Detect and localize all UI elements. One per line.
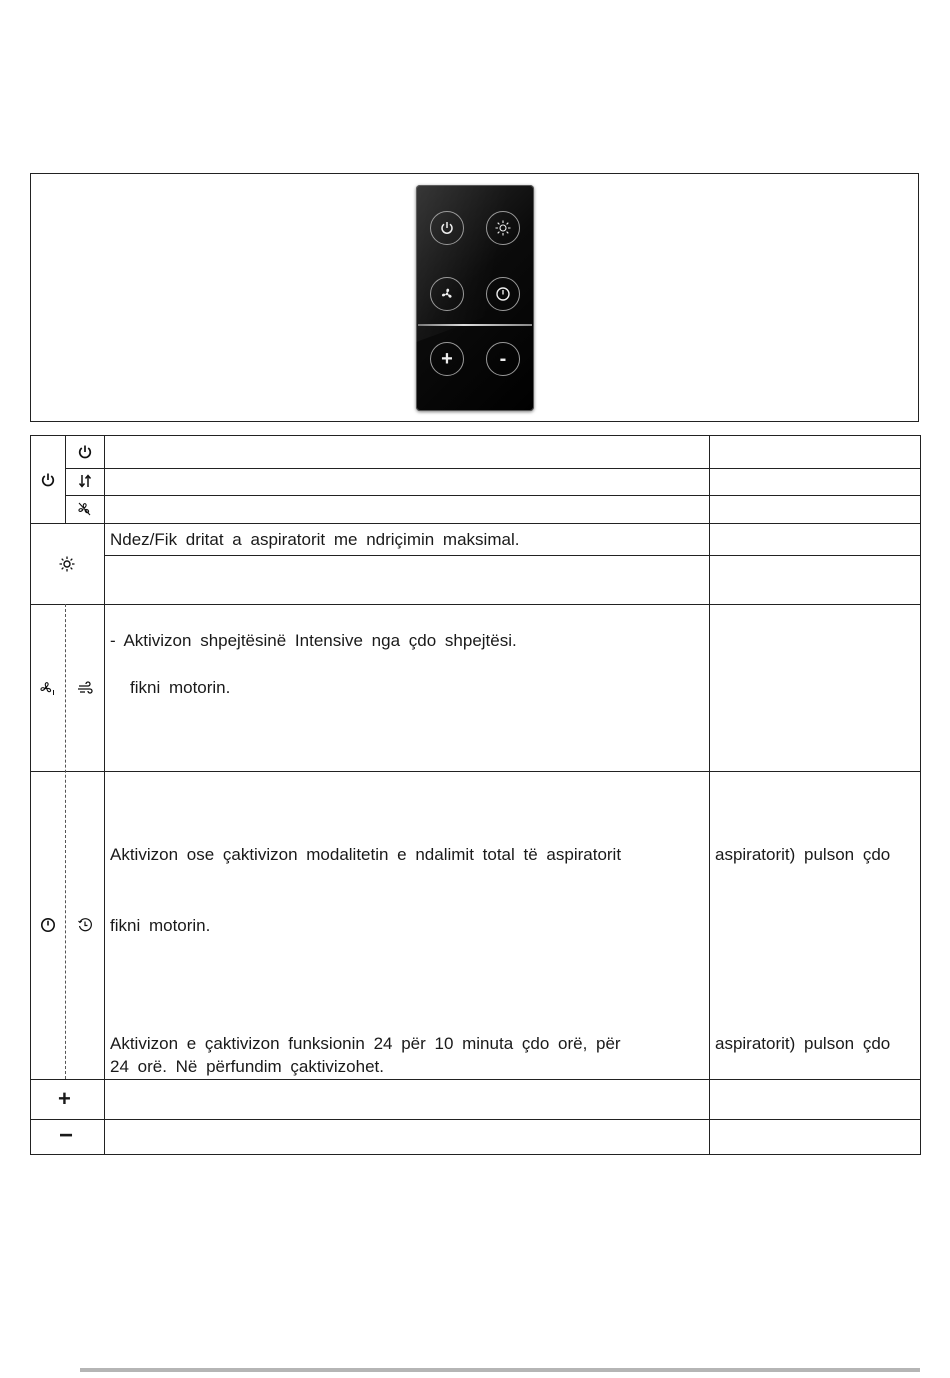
row-divider	[30, 1119, 920, 1120]
row-divider	[65, 495, 920, 496]
row-divider	[30, 1079, 920, 1080]
fan-icon	[38, 679, 56, 697]
swap-arrows-icon	[76, 472, 94, 490]
column-divider	[104, 435, 105, 1155]
fan-description-line2: fikni motorin.	[130, 678, 231, 697]
panel-divider	[418, 324, 532, 326]
timer-description-line3a: Aktivizon e çaktivizon funksionin 24 për 10 minuta çdo orë, për	[110, 1034, 621, 1053]
column-divider	[65, 435, 66, 523]
panel-light-button[interactable]	[486, 211, 520, 245]
row-divider	[30, 604, 920, 605]
timer-note-line3: aspiratorit) pulson çdo	[715, 1034, 891, 1053]
table-border-left	[30, 435, 31, 1155]
minus-label: -	[499, 347, 507, 370]
table-border-bottom	[30, 1154, 921, 1155]
wind-icon	[76, 679, 94, 697]
panel-timer-button[interactable]	[486, 277, 520, 311]
plus-icon: +	[58, 1086, 71, 1111]
timer-description-line1: Aktivizon ose çaktivizon modalitetin e ndalimit total të aspiratorit	[110, 845, 622, 864]
plus-label: +	[441, 347, 453, 370]
row-divider	[30, 771, 920, 772]
footer-rule	[80, 1368, 920, 1372]
timer-description-line2: fikni motorin.	[110, 916, 211, 935]
light-icon	[495, 220, 511, 236]
timer-note-line1: aspiratorit) pulson çdo	[715, 845, 891, 864]
light-icon	[58, 555, 76, 573]
column-divider	[709, 435, 710, 1155]
timer-description-line3b: 24 orë. Në përfundim çaktivizohet.	[110, 1057, 384, 1076]
panel-power-button[interactable]	[430, 211, 464, 245]
no-fan-icon	[76, 500, 94, 518]
fan-description-line1: - Aktivizon shpejtësinë Intensive nga çdo shpejtësi.	[110, 631, 517, 650]
row-divider	[65, 468, 920, 469]
timer-icon	[39, 916, 57, 934]
control-panel-device	[416, 185, 534, 411]
table-border-right	[920, 435, 921, 1155]
panel-minus-button[interactable]	[486, 342, 520, 376]
table-border-top	[30, 435, 920, 436]
fan-icon	[439, 286, 455, 302]
light-description: Ndez/Fik dritat a aspiratorit me ndriçimin maksimal.	[110, 530, 520, 549]
minus-icon: −	[59, 1122, 74, 1149]
panel-plus-button[interactable]	[430, 342, 464, 376]
power-icon	[439, 220, 455, 236]
row-divider	[104, 555, 920, 556]
panel-fan-button[interactable]	[430, 277, 464, 311]
row-power-icon	[39, 471, 57, 489]
power-icon	[76, 443, 94, 461]
timer-icon	[495, 286, 511, 302]
clock-icon	[76, 916, 94, 934]
dashed-column-divider	[65, 604, 66, 1079]
row-divider	[30, 523, 920, 524]
